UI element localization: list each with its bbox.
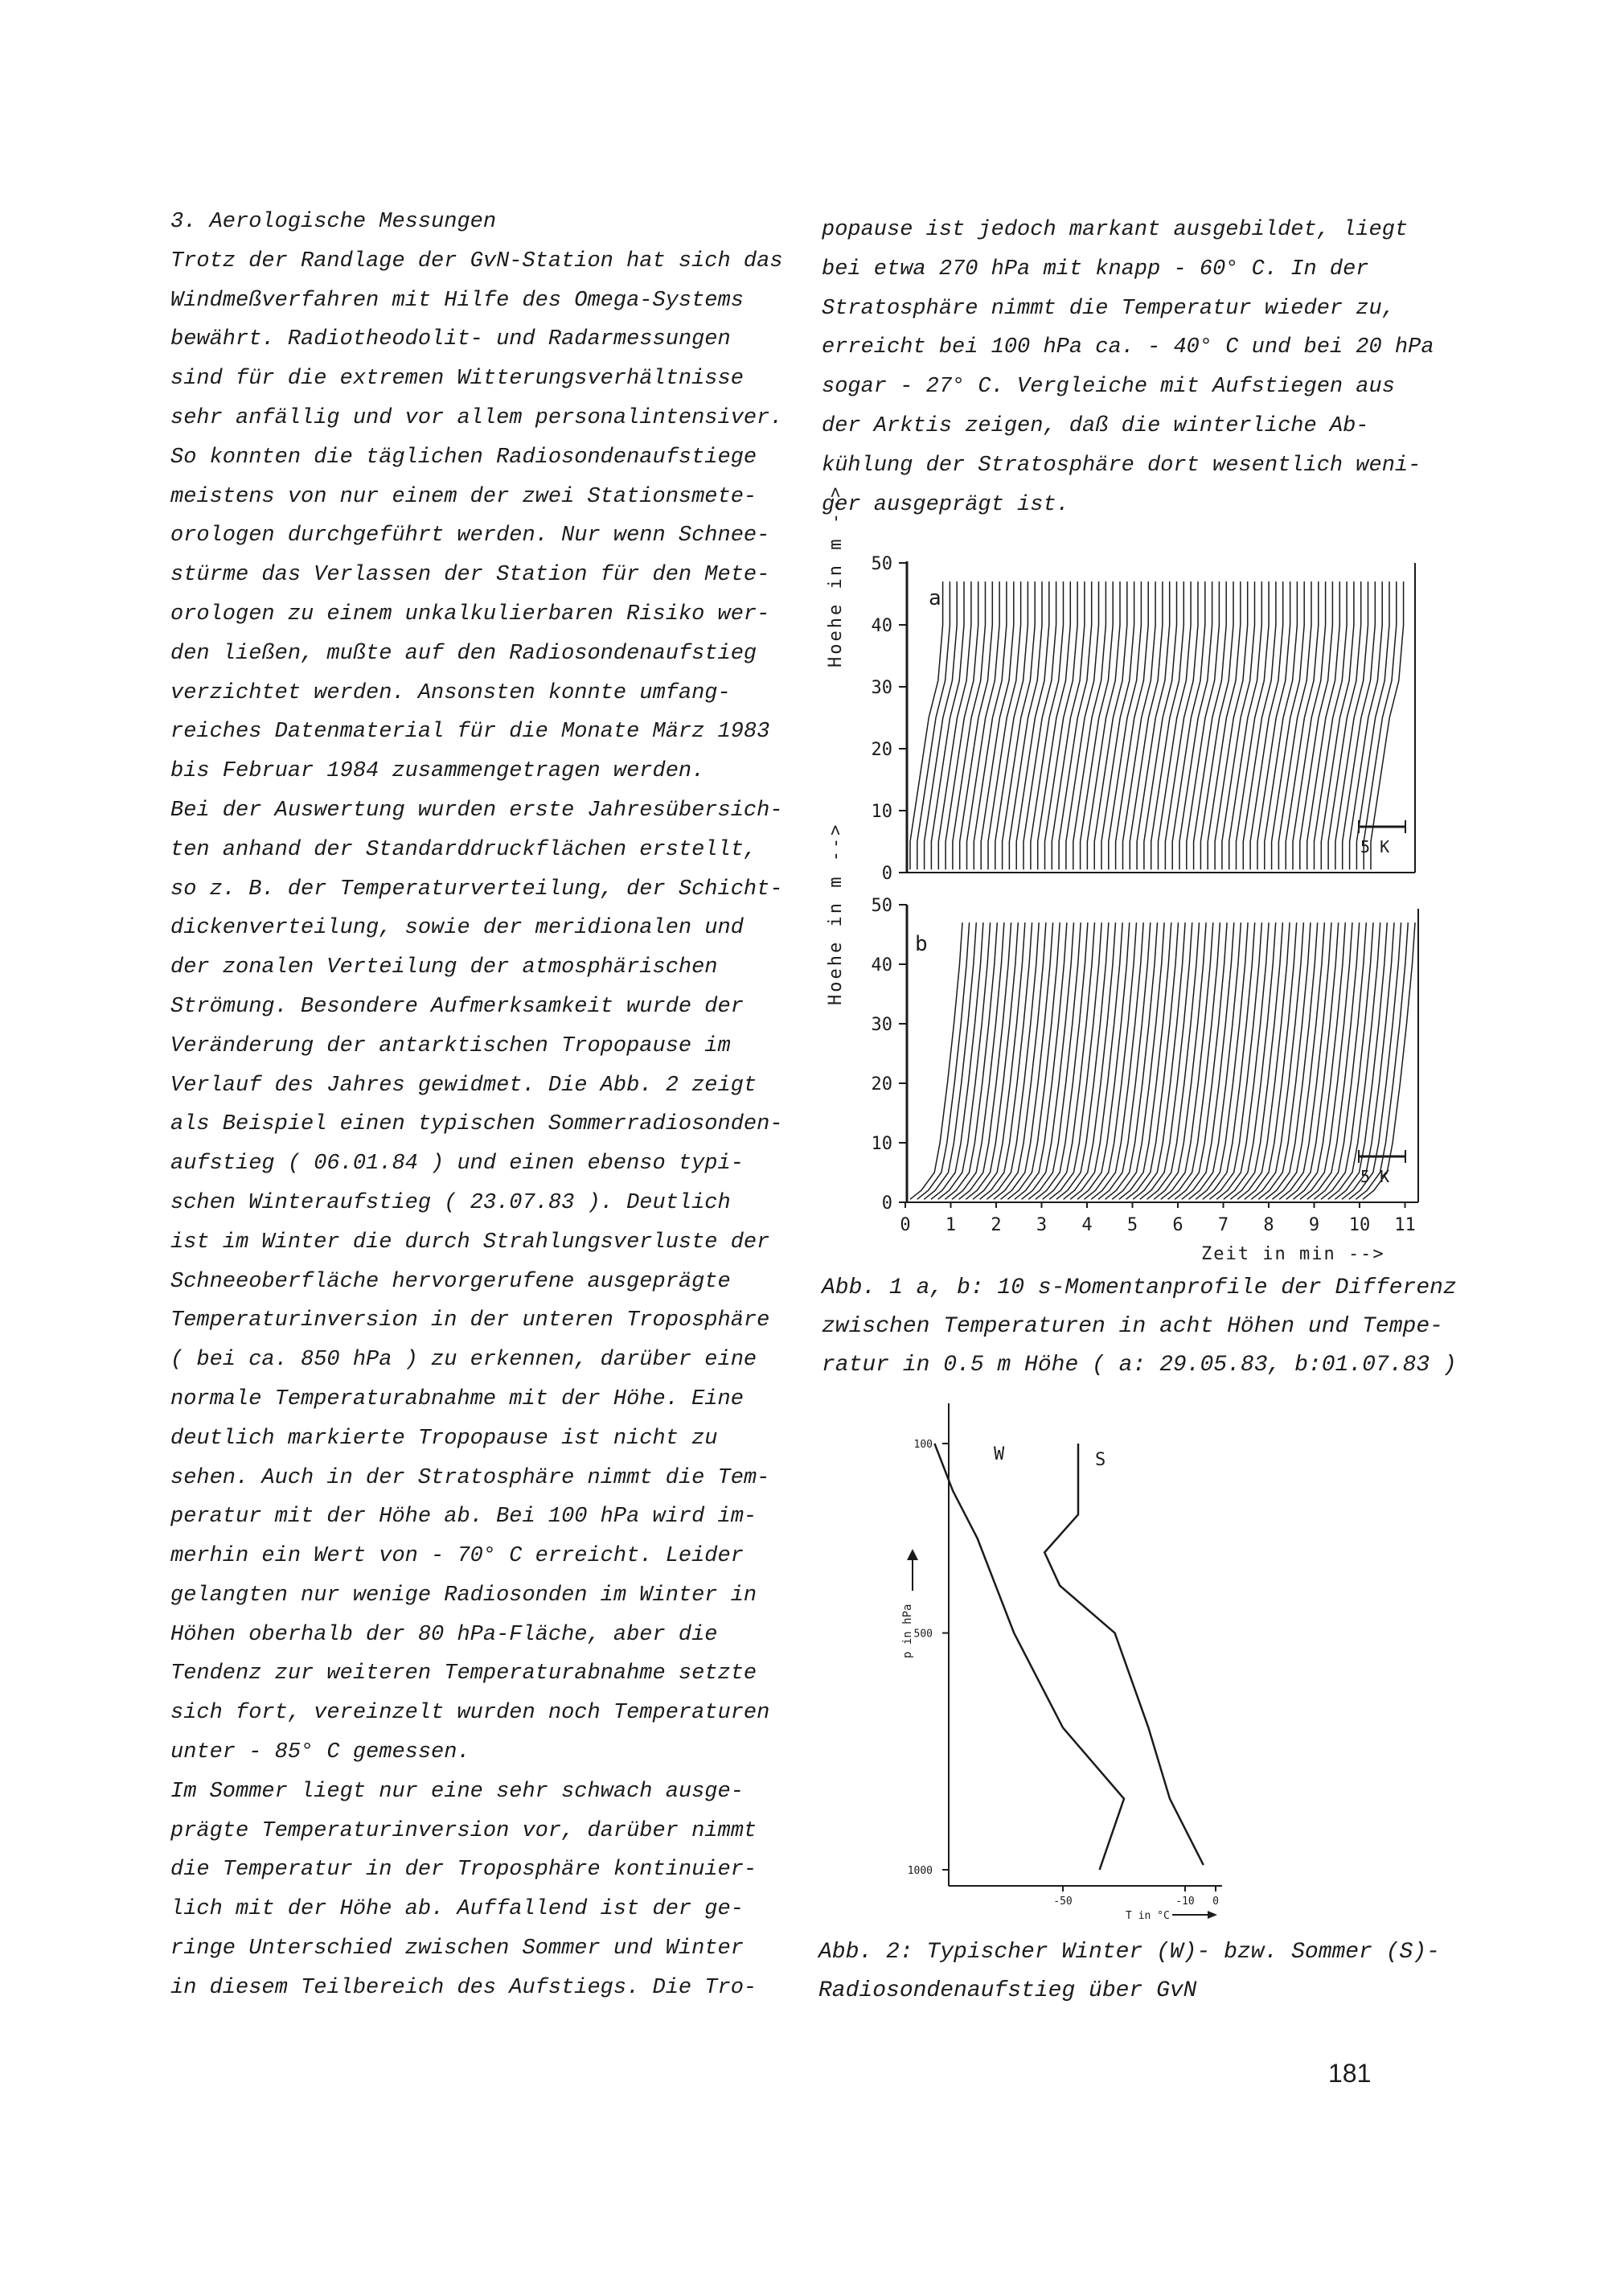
text-line: prägte Temperaturinversion vor, darüber nimmt — [170, 1818, 757, 1843]
x-tick-label: 11 — [1394, 1215, 1416, 1235]
page-number: 181 — [1328, 2059, 1372, 2088]
text-line: Im Sommer liegt nur eine sehr schwach ausge- — [170, 1779, 744, 1804]
fig1-ylabel-b: Hoehe in m --> — [826, 822, 846, 1005]
series-label-w: W — [994, 1444, 1005, 1464]
y-tick-label: 50 — [871, 554, 892, 574]
text-line: Verlauf des Jahres gewidmet. Die Abb. 2 zeigt — [170, 1073, 757, 1098]
text-line: Windmeßverfahren mit Hilfe des Omega-Systems — [170, 288, 744, 313]
text-line: peratur mit der Höhe ab. Bei 100 hPa wird im- — [170, 1505, 757, 1530]
fig2-y-arrow — [907, 1549, 918, 1591]
text-line: Strömung. Besondere Aufmerksamkeit wurde der — [170, 994, 744, 1019]
figure-1 — [826, 485, 1418, 1264]
x-tick-label: 1 — [945, 1215, 957, 1235]
y-tick-label: 40 — [871, 955, 892, 975]
panel-a-y-ticks — [872, 554, 908, 884]
figure-2-caption — [818, 1933, 1440, 2011]
x-tick-label: 8 — [1263, 1215, 1274, 1235]
panel-a-label: a — [929, 586, 941, 610]
caption-line: Abb. 1 a, b: 10 s-Momentanprofile der Differenz — [822, 1275, 1457, 1300]
text-line: ger ausgeprägt ist. — [822, 492, 1069, 517]
text-line: orologen zu einem unkalkulierbaren Risiko wer- — [170, 602, 770, 626]
series-label-s: S — [1095, 1450, 1106, 1470]
text-line: kühlung der Stratosphäre dort wesentlich weni- — [822, 453, 1421, 478]
y-tick-label: 0 — [881, 864, 892, 884]
panel-a-scale-bar — [1359, 820, 1405, 856]
fig2-xlabel: T in °C — [1126, 1910, 1170, 1922]
y-tick-label: 20 — [871, 1074, 892, 1095]
figure-2 — [901, 1403, 1222, 1922]
caption-line: Abb. 2: Typischer Winter (W)- bzw. Sommer (S)- — [818, 1940, 1440, 1965]
text-line: popause ist jedoch markant ausgebildet, liegt — [822, 218, 1409, 242]
profile-line — [917, 922, 970, 1199]
text-line: bis Februar 1984 zusammengetragen werden. — [170, 759, 705, 784]
x-tick-label: -50 — [1053, 1896, 1073, 1908]
text-line: sogar - 27° C. Vergleiche mit Aufstiegen aus — [822, 375, 1395, 400]
text-line: Temperaturinversion in der unteren Troposphäre — [170, 1308, 770, 1333]
text-line: die Temperatur in der Troposphäre kontinuier- — [170, 1858, 757, 1883]
fig2-x-arrow — [1172, 1911, 1217, 1919]
text-line: in diesem Teilbereich des Aufstiegs. Die Tro- — [170, 1975, 757, 2000]
fig1-xlabel: Zeit in min --> — [1201, 1244, 1385, 1264]
text-line: sich fort, vereinzelt wurden noch Temperaturen — [170, 1701, 770, 1726]
profile-line — [910, 922, 962, 1199]
text-line: So konnten die täglichen Radiosondenaufstiege — [170, 445, 757, 470]
x-tick-label: 10 — [1348, 1215, 1371, 1235]
x-tick-label: 3 — [1036, 1215, 1048, 1235]
panel-a-scale-label: 5 K — [1360, 837, 1390, 856]
x-tick-label: 0 — [900, 1215, 911, 1235]
caption-line: zwischen Temperaturen in acht Höhen und Tempe- — [822, 1314, 1443, 1339]
text-line: gelangten nur wenige Radiosonden im Winter in — [170, 1583, 757, 1608]
text-line: ist im Winter die durch Strahlungsverluste der — [170, 1230, 770, 1255]
text-line: lich mit der Höhe ab. Auffallend ist der ge- — [170, 1897, 744, 1922]
text-line: bei etwa 270 hPa mit knapp - 60° C. In der — [822, 257, 1369, 281]
y-tick-label: 50 — [871, 896, 892, 916]
text-line: Veränderung der antarktischen Tropopause im — [170, 1033, 731, 1058]
x-tick-label: -10 — [1175, 1896, 1195, 1908]
text-line: als Beispiel einen typischen Sommerradiosonden- — [170, 1112, 783, 1137]
y-tick-label: 0 — [881, 1193, 892, 1214]
y-tick-label: 40 — [871, 616, 892, 636]
sounding-w — [934, 1444, 1124, 1870]
y-tick-label: 100 — [913, 1439, 933, 1451]
text-line: verzichtet werden. Ansonsten konnte umfang- — [170, 680, 731, 705]
x-tick-label: 4 — [1081, 1215, 1093, 1235]
fig2-x-ticks — [1053, 1886, 1219, 1908]
text-line: stürme das Verlassen der Station für den Mete- — [170, 563, 770, 588]
text-line: ten anhand der Standarddruckflächen erstellt, — [170, 837, 757, 862]
text-line: erreicht bei 100 hPa ca. - 40° C und bei 20 hPa — [822, 335, 1434, 360]
text-line: der Arktis zeigen, daß die winterliche Ab- — [822, 413, 1369, 438]
text-line: Höhen oberhalb der 80 hPa-Fläche, aber die — [170, 1622, 718, 1647]
y-tick-label: 20 — [871, 740, 892, 760]
text-line: ( bei ca. 850 hPa ) zu erkennen, darüber eine — [170, 1348, 757, 1373]
y-tick-label: 10 — [871, 802, 892, 822]
panel-b-scale-bar — [1359, 1150, 1405, 1186]
fig2-ylabel: p in hPa — [901, 1604, 914, 1658]
text-line: sehen. Auch in der Stratosphäre nimmt die Tem- — [170, 1465, 770, 1490]
text-line: den ließen, mußte auf den Radiosondenaufstieg — [170, 641, 757, 666]
text-line: sind für die extremen Witterungsverhältnisse — [170, 367, 744, 392]
y-tick-label: 10 — [871, 1134, 892, 1154]
text-line: unter - 85° C gemessen. — [170, 1740, 470, 1765]
text-line: normale Temperaturabnahme mit der Höhe. Eine — [170, 1386, 744, 1411]
text-line: orologen durchgeführt werden. Nur wenn Schnee- — [170, 524, 770, 548]
panel-b-y-ticks — [872, 896, 908, 1214]
x-tick-label: 6 — [1172, 1215, 1183, 1235]
text-line: deutlich markierte Tropopause ist nicht zu — [170, 1426, 718, 1451]
text-line: schen Winteraufstieg ( 23.07.83 ). Deutlich — [170, 1190, 731, 1215]
text-line: aufstieg ( 06.01.84 ) und einen ebenso typi- — [170, 1152, 744, 1177]
x-tick-label: 2 — [991, 1215, 1002, 1235]
fig2-curves — [934, 1444, 1203, 1870]
text-line: dickenverteilung, sowie der meridionalen und — [170, 916, 744, 941]
figure-1-caption — [822, 1269, 1457, 1385]
y-tick-label: 500 — [913, 1628, 933, 1641]
x-tick-label: 5 — [1126, 1215, 1138, 1235]
text-line: Trotz der Randlage der GvN-Station hat sich das — [170, 248, 783, 273]
fig1-ylabel-a: Hoehe in m --> — [826, 484, 846, 667]
text-line: merhin ein Wert von - 70° C erreicht. Leider — [170, 1544, 744, 1569]
caption-line: Radiosondenaufstieg über GvN — [818, 1978, 1197, 2003]
x-tick-label: 9 — [1308, 1215, 1320, 1235]
text-line: Schneeoberfläche hervorgerufene ausgeprägte — [170, 1269, 731, 1294]
text-line: Tendenz zur weiteren Temperaturabnahme setzte — [170, 1661, 757, 1686]
panel-a-profiles — [910, 581, 1404, 869]
y-tick-label: 30 — [871, 1015, 892, 1035]
text-line: reiches Datenmaterial für die Monate März 1983 — [170, 720, 770, 745]
x-tick-label: 7 — [1217, 1215, 1229, 1235]
text-line: ringe Unterschied zwischen Sommer und Winter — [170, 1937, 744, 1961]
text-line: 3. Aerologische Messungen — [170, 210, 497, 234]
caption-line: ratur in 0.5 m Höhe ( a: 29.05.83, b:01.07.83 ) — [822, 1353, 1457, 1378]
panel-b-scale-label: 5 K — [1360, 1167, 1390, 1186]
text-line: so z. B. der Temperaturverteilung, der Schicht- — [170, 877, 783, 902]
panel-b-profiles — [910, 922, 1415, 1199]
text-line: Stratosphäre nimmt die Temperatur wieder zu, — [822, 296, 1395, 321]
text-line: sehr anfällig und vor allem personalintensiver. — [170, 405, 783, 430]
panel-b-x-ticks — [900, 1202, 1415, 1235]
text-line: Bei der Auswertung wurden erste Jahresübersich- — [170, 798, 783, 823]
x-tick-label: 0 — [1212, 1896, 1219, 1908]
y-tick-label: 30 — [871, 678, 892, 698]
text-line: der zonalen Verteilung der atmosphärischen — [170, 955, 718, 980]
panel-b-label: b — [915, 932, 928, 956]
text-line: meistens von nur einem der zwei Stationsmete- — [170, 484, 757, 509]
text-line: bewährt. Radiotheodolit- und Radarmessungen — [170, 327, 731, 352]
y-tick-label: 1000 — [907, 1865, 933, 1877]
